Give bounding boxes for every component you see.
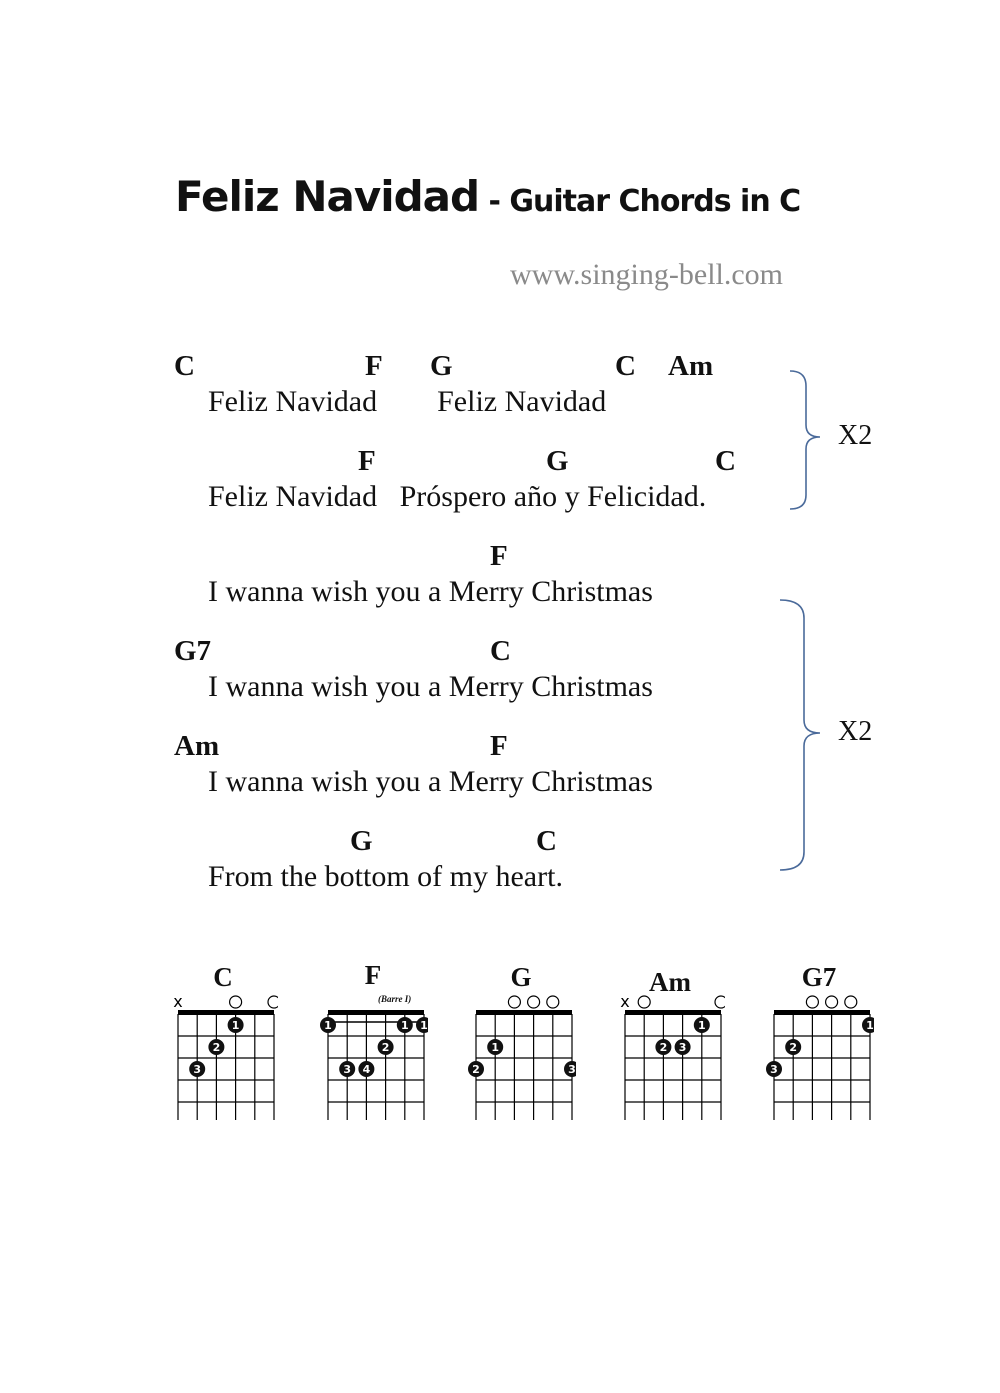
chord-label: G7 — [174, 635, 212, 667]
open-string-marker — [547, 996, 559, 1008]
finger-number: 3 — [343, 1063, 352, 1076]
lyric-line: From the bottom of my heart. — [208, 860, 563, 893]
open-string-marker — [806, 996, 818, 1008]
nut — [625, 1010, 721, 1015]
chord-label: G — [546, 445, 569, 477]
website-url: www.singing-bell.com — [510, 258, 784, 291]
chord-label: C — [715, 445, 736, 477]
finger-number: 1 — [231, 1019, 240, 1032]
lyric-line: I wanna wish you a Merry Christmas — [208, 765, 653, 798]
chord-diagram-name: Am — [649, 967, 691, 997]
finger-number: 1 — [866, 1019, 874, 1032]
chord-diagram-name: G7 — [801, 962, 837, 992]
nut — [328, 1010, 424, 1015]
chord-label: C — [536, 825, 557, 857]
lyric-line: I wanna wish you a Merry Christmas — [208, 670, 653, 703]
repeat-bracket — [780, 600, 820, 870]
repeat-label: X2 — [838, 420, 873, 451]
fretboard — [318, 960, 428, 1120]
finger-number: 3 — [193, 1063, 202, 1076]
lyric-line: Feliz Navidad Feliz Navidad — [208, 385, 607, 418]
open-string-marker — [826, 996, 838, 1008]
finger-number: 2 — [472, 1063, 480, 1076]
chord-label: F — [490, 540, 508, 572]
song-title: Feliz Navidad — [175, 172, 480, 221]
chord-label: G — [430, 350, 453, 382]
nut — [476, 1010, 572, 1015]
chord-diagram-g7 — [764, 960, 874, 1120]
open-string-marker — [638, 996, 650, 1008]
lyric-line: Feliz Navidad Próspero año y Felicidad. — [208, 480, 707, 513]
chord-label: F — [358, 445, 376, 477]
open-string-marker — [268, 996, 278, 1008]
nut — [774, 1010, 870, 1015]
open-string-marker — [845, 996, 857, 1008]
fretboard — [466, 960, 576, 1120]
finger-number: 1 — [491, 1041, 500, 1054]
fretboard — [168, 960, 278, 1120]
chord-label: G — [350, 825, 373, 857]
lyric-line: I wanna wish you a Merry Christmas — [208, 575, 653, 608]
finger-number: 1 — [420, 1019, 428, 1032]
finger-number: 3 — [770, 1063, 778, 1076]
nut — [178, 1010, 274, 1015]
chord-diagram-c — [168, 960, 278, 1120]
chord-diagram-name: C — [213, 962, 233, 992]
finger-number: 3 — [568, 1063, 576, 1076]
repeat-bracket — [790, 371, 820, 509]
finger-number: 1 — [324, 1019, 332, 1032]
finger-number: 1 — [697, 1019, 706, 1032]
chord-label: F — [490, 730, 508, 762]
open-string-marker — [508, 996, 520, 1008]
open-string-marker — [230, 996, 242, 1008]
chord-label: C — [174, 350, 195, 382]
chord-diagram-f — [318, 960, 428, 1120]
open-string-marker — [715, 996, 725, 1008]
chord-label: C — [490, 635, 511, 667]
chord-label: Am — [174, 730, 220, 762]
open-string-marker — [528, 996, 540, 1008]
chord-label: Am — [668, 350, 714, 382]
chord-diagram-name: F — [364, 960, 382, 990]
finger-number: 2 — [381, 1041, 390, 1054]
fretboard — [764, 960, 874, 1120]
muted-string-marker: x — [620, 992, 630, 1011]
chord-diagram-am — [615, 960, 725, 1120]
fretboard — [615, 960, 725, 1120]
chord-label: C — [615, 350, 636, 382]
chord-diagram-g — [466, 960, 576, 1120]
finger-number: 2 — [212, 1041, 221, 1054]
muted-string-marker: x — [173, 992, 183, 1011]
chord-label: F — [365, 350, 383, 382]
finger-number: 4 — [362, 1063, 371, 1076]
song-subtitle: - Guitar Chords in C — [479, 184, 801, 219]
finger-number: 3 — [678, 1041, 687, 1054]
finger-number: 2 — [789, 1041, 798, 1054]
barre-note: (Barre I) — [378, 994, 412, 1004]
finger-number: 2 — [659, 1041, 668, 1054]
chord-diagram-name: G — [510, 962, 532, 992]
repeat-label: X2 — [838, 716, 873, 747]
finger-number: 1 — [400, 1019, 409, 1032]
